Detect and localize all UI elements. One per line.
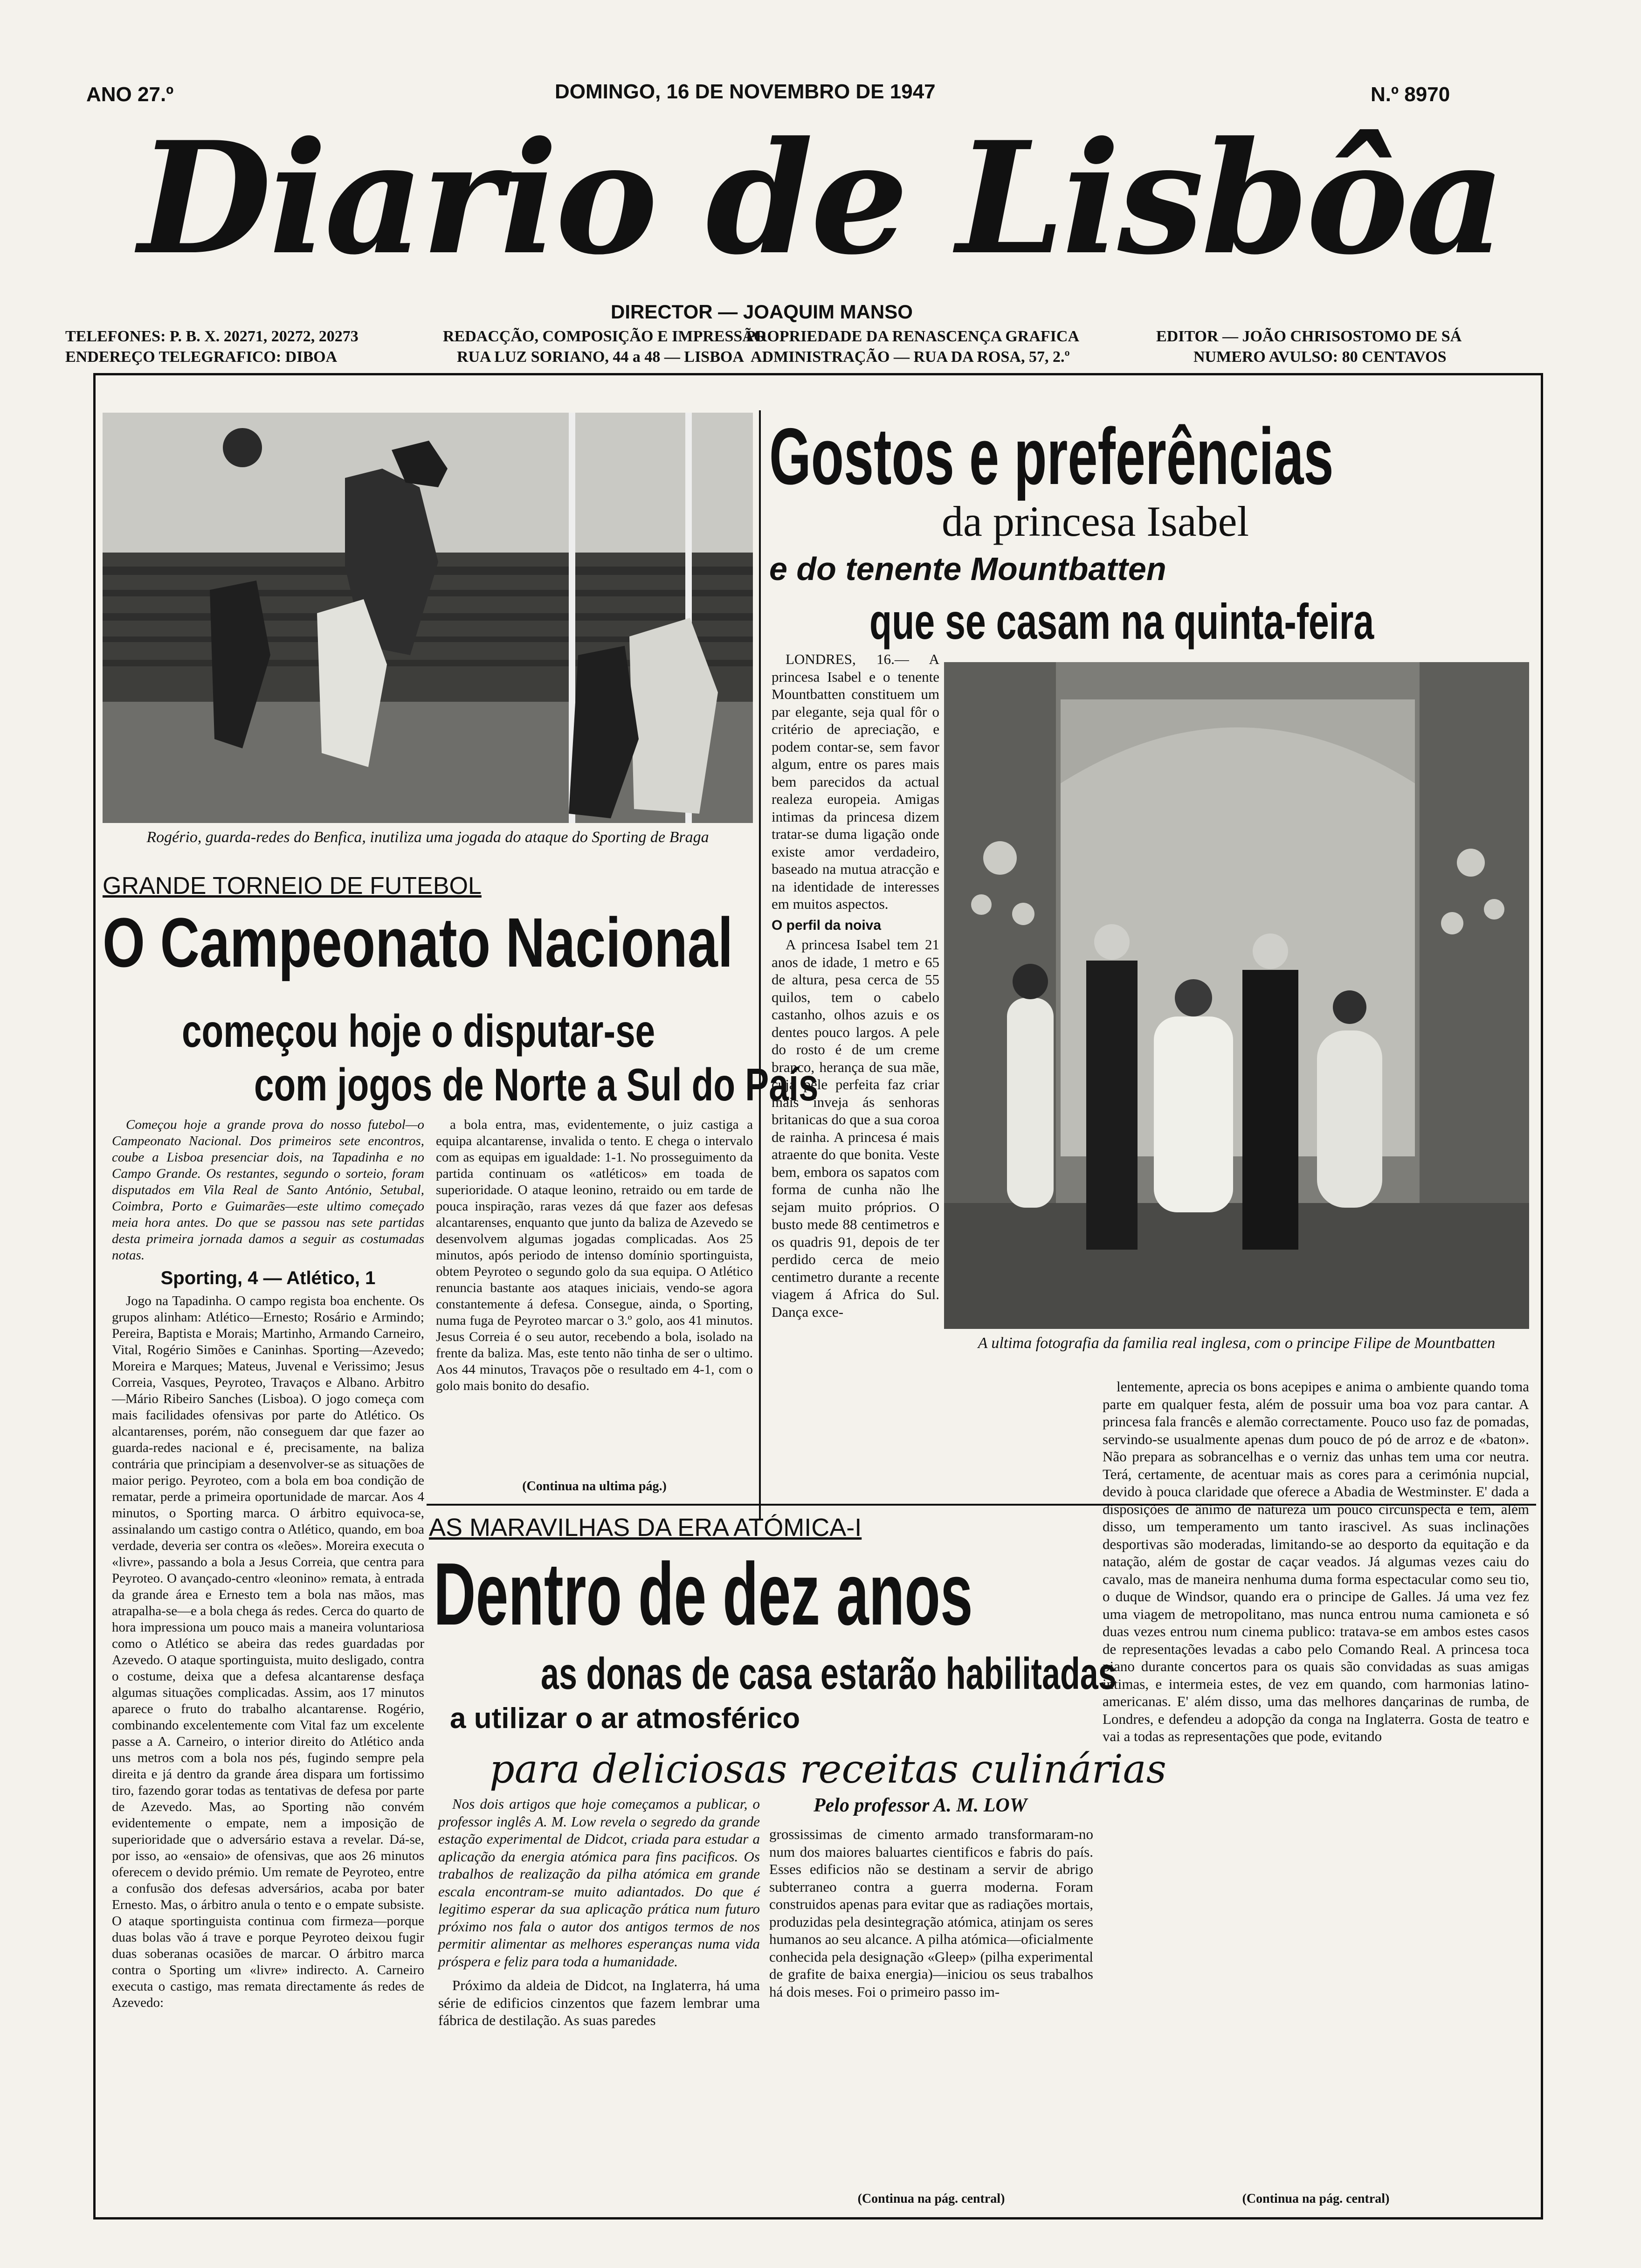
atomic-continue: (Continua na pág. central)	[857, 2192, 1005, 2206]
editor: EDITOR — JOÃO CHRISOSTOMO DE SÁ	[1156, 328, 1462, 345]
perfil-text: A princesa Isabel tem 21 anos de idade, 1 metro e 65 de altura, pesa cerca de 55 quilos, tem o cabelo castanho, olhos azuis e os dentes pouco largos. A pele do rosto é de um creme branco, herança de sua mãe, cuja pele perfeita faz criar mais inveja ás senhoras britanicas do que a sua coroa de rainha. A princesa é mais atraente do que bonita. Veste bem, embora os sapatos com forma de cunha não lhe sejam muito próprios. O busto mede 88 centimetros e os quadris 91, depois de ter perdido cerca de meio centimetro durante a recente viagem á Africa do Sul. Dança exce-	[772, 936, 939, 1320]
atomic-headline: Dentro de dez anos	[434, 1545, 973, 1644]
football-continue: (Continua na ultima pág.)	[522, 1479, 667, 1494]
atomic-body-1: Próximo da aldeia de Didcot, na Inglaterra, há uma série de edificios cinzentos que fazem lembrar uma fábrica de destilação. As suas paredes	[438, 1977, 760, 2028]
atomic-column-2	[769, 1825, 1093, 2180]
redaction-address: RUA LUZ SORIANO, 44 a 48 — LISBOA	[457, 348, 744, 366]
royal-narrow-text: LONDRES, 16.— A princesa Isabel e o tenente Mountbatten constituem um par elegante, seja qual fôr o critério de apreciação, e podem contar-se, sem favor algum, entre os pares mais bem parecidos da actual realeza europeia. Amigas intimas da princesa dizem tratar-se duma ligação onde existe amor verdadeiro, baseado na mutua atracção e na identidade de interesses em muitos aspectos.	[772, 651, 939, 912]
atomic-sub-3: para deliciosas receitas culinárias	[490, 1746, 1166, 1792]
year-label: ANO 27.º	[86, 83, 174, 106]
issue-number: N.º 8970	[1371, 83, 1450, 106]
telegraph: ENDEREÇO TELEGRAFICO: DIBOA	[65, 348, 338, 366]
football-subhead-1: começou hoje o disputar-se	[182, 1005, 655, 1057]
atomic-intro: Nos dois artigos que hoje começamos a publicar, o professor inglês A. M. Low revela o segredo da grande estação experimental de Didcot, criada para estudar a aplicação da energia atómica para fins pacificos. Os trabalhos de realização da pilha atómica em grande escala encontram-se muito adiantados. Do que é legitimo esperar da sua aplicação prática num futuro próximo nos fala o autor dos antigos termos de nos permitir alimentar as melhores esperanças numa vida próspera e feliz para toda a humanidade.	[438, 1796, 760, 1970]
royal-narrow-column	[772, 650, 939, 1320]
royal-sub-2: e do tenente Mountbatten	[769, 551, 1166, 587]
royal-right-column	[1103, 1378, 1529, 2182]
football-body-1: Jogo na Tapadinha. O campo regista boa enchente. Os grupos alinham: Atlético—Ernesto; Rosário e Armindo; Pereira, Baptista e Morais; Martinho, Armando Carneiro, Vital, Rogério Simões e Caninhas. Sporting—Azevedo; Moreira e Marques; Mateus, Juvenal e Verissimo; Jesus Correia, Vasques, Peyroteo, Travaços e Albano. Arbitro—Mário Ribeiro Sanches (Lisboa). O jogo começa com mais facilidades ofensivas por parte do Atlético. Os alcantarenses, porém, não conseguem dar que fazer ao guarda-redes nacional e é, precisamente, na baliza contrária que principiam a desenvolver-se as situações de maior perigo. Peyroteo, com a bola em boa condição de rematar, perde a primeira oportunidade de marcar. Aos 4 minutos, o Sporting marca. O árbitro equivoca-se, assinalando um castigo contra o Atlético, quando, em boa verdade, deveria ser contra os «leões». Moreira executa o «livre», passando a bola a Jesus Correia, que centra para Peyroteo. O avançado-centro «leonino» remata, à entrada da grande área e Ernesto tem a bola nas mãos, mas atrapalha-se—e a bola chega ás redes. Cerca do quarto de hora impressiona um pouco mais a maneira voluntariosa como o Atlético se abeira das redes guardadas por Azevedo. O ataque sportinguista, muito desligado, contra o costume, deixa que a defesa alcantarense desfaça algumas situações complicadas. Assim, aos 17 minutos aparece o fruto do trabalho alcantarense. Rogério, combinando excelentemente com Vital faz um excelente passe a A. Carneiro, o interior direito do Atlético anda uns metros com a bola nos pés, fugindo sempre pela direita e já dentro da grande área dispara um fortissimo tiro, fazendo gorar todas as tentativas de defesa por parte de Azevedo. Mas, ao Sporting não convém evidentemente o empate, nem a imposição de superioridade que o adversário estava a revelar. Dá-se, por isso, ao «ensaio» de ofensivas, que aos 26 minutos oferecem o devido prémio. Um remate de Peyroteo, entre a confusão dos defesas adversários, acaba por bater Ernesto. Mas, o árbitro anula o tento e o empate subsiste. O ataque sportinguista continua com firmeza—porque duas bolas vão á trave e porque Peyroteo deixou fugir duas soberanas ocasiões de marcar. O árbitro marca contra o Sporting um «livre» indirecto. A. Carneiro executa o castigo, mas remata directamente ás redes de Azevedo:	[112, 1293, 424, 2010]
price: NUMERO AVULSO: 80 CENTAVOS	[1193, 348, 1447, 366]
atomic-sub-1: as donas de casa estarão habilitadas	[541, 1649, 1117, 1699]
match-title: Sporting, 4 — Atlético, 1	[160, 1268, 376, 1288]
football-body-2: a bola entra, mas, evidentemente, o juiz castiga a equipa alcantarense, invalida o tento. E chega o intervalo com as equipas em igualdade: 1-1. No prosseguimento da partida continuam os «atléticos» em toada de superioridade. O ataque leonino, retraido ou em tarde de pouca inspiração, raras vezes dá que fazer aos defesas alcantarenses, enquanto que junto da baliza de Azevedo se desenvolvem algumas jogadas complicadas. Aos 25 minutos, após periodo de intenso domínio sportinguista, obtem Peyroteo o segundo golo da sua equipa. O Atlético renuncia bastante aos ataques iniciais, vendo-se agora constantemente á defesa. Consegue, ainda, o Sporting, numa fuga de Peyroteo marcar o 3.º golo, aos 41 minutos. Jesus Correia é o seu autor, recebendo a bola, isolado na frente da baliza. Mas, este tento não tinha de ser o ultimo. Aos 44 minutos, Travaços põe o resultado em 4-1, com o golo mais bonito do desafio.	[436, 1117, 753, 1393]
director-line: DIRECTOR — JOAQUIM MANSO	[611, 301, 913, 323]
property: PROPRIEDADE DA RENASCENÇA GRAFICA	[746, 328, 1079, 345]
redaction: REDACÇÃO, COMPOSIÇÃO E IMPRESSÃO	[443, 328, 766, 345]
royal-photo-caption: A ultima fotografia da familia real inglesa, com o principe Filipe de Mountbatten	[978, 1335, 1496, 1352]
administration: ADMINISTRAÇÃO — RUA DA ROSA, 57, 2.º	[751, 348, 1070, 366]
royal-right-text: lentemente, aprecia os bons acepipes e anima o ambiente quando toma parte em qualquer festa, além de possuir uma boa voz para cantar. A princesa fala francês e alemão correctamente. Pouco uso faz de pomadas, servindo-se usualmente apenas dum pouco de pó de arroz e de «baton». Não prepara as sobrancelhas e o verniz das unhas tem uma cor neutra. Terá, certamente, de acentuar mais as cores para a cerimónia nupcial, devido à pouca claridade que oferece a Abadia de Westminster. E' dada a disposições de ânimo de natureza um pouco circunspecta e tem, além disso, um temperamento um tanto irascivel. As suas inclinações desportivas são moderadas, limitando-se ao desporto da equitação e da natação, além de gostar de caçar veados. Já algumas vezes caiu do cavalo, mas de maneira nenhuma duma forma espectacular como seu tio, o duque de Windsor, quando era o principe de Galles. Já uma vez fez uma viagem de metropolitano, mas nunca entrou numa camioneta e só duas vezes entrou num cinema publico: tratava-se em ambos estes casos de representações levadas a cabo pelo Comando Real. A princesa toca piano durante concertos para os quais são convidadas as suas amigas intimas, e intermeia estes, de vez em quando, com harmonias latino-americanas. E' além disso, uma das melhores dançarinas de rumba, de Londres, e defendeu a adopção da conga na Inglaterra. Gosta de teatro e vai a todas as representações que pode, evitando	[1103, 1378, 1529, 1744]
football-subhead-2: com jogos de Norte a Sul do País	[254, 1059, 819, 1110]
royal-sub-3: que se casam na quinta-feira	[869, 593, 1374, 650]
football-headline: O Campeonato Nacional	[103, 903, 733, 982]
atomic-sub-2: a utilizar o ar atmosférico	[450, 1702, 800, 1735]
football-photo	[103, 413, 753, 823]
football-column-1	[112, 1117, 424, 2105]
royal-family-photo	[944, 662, 1529, 1329]
football-column-2	[436, 1117, 753, 1466]
football-intro: Começou hoje a grande prova do nosso futebol—o Campeonato Nacional. Dos primeiros sete encontros, coube a Lisboa presenciar dois, na Tapadinha e no Campo Grande. Os restantes, segundo o sorteio, foram disputados em Vila Real de Santo António, Setubal, Coimbra, Porto e Guimarães—este ultimo começado meia hora antes. Do que se passou nas sete partidas desta primeira jornada damos a seguir as costumadas notas.	[112, 1117, 424, 1263]
football-photo-caption: Rogério, guarda-redes do Benfica, inutiliza uma jogada do ataque do Sporting de Braga	[146, 829, 709, 846]
phones: TELEFONES: P. B. X. 20271, 20272, 20273	[65, 328, 359, 345]
atomic-column-1	[438, 1795, 760, 2196]
atomic-kicker: AS MARAVILHAS DA ERA ATÓMICA-I	[429, 1514, 862, 1542]
newspaper-title: Diario de Lisbôa	[138, 108, 1503, 289]
column-rule	[759, 410, 761, 1520]
date-label: DOMINGO, 16 DE NOVEMBRO DE 1947	[555, 80, 936, 103]
perfil-title: O perfil da noiva	[772, 917, 882, 933]
atomic-body-2: grossissimas de cimento armado transformaram-no num dos maiores baluartes cientificos e fabris do país. Esses edificios não se destinam a servir de abrigo subterraneo contra a guerra moderna. Foram construidos apenas para evitar que as radiações mortais, produzidas pela desintegração atómica, atinjam os seres humanos ao seu alcance. A pilha atómica—oficialmente conhecida pela designação «Gleep» (pilha experimental de grafite de baixa energia)—iniciou os seus trabalhos há dois meses. Foi o primeiro passo im-	[769, 1826, 1093, 2000]
royal-sub-1: da princesa Isabel	[942, 498, 1249, 545]
royal-continue: (Continua na pág. central)	[1242, 2192, 1390, 2206]
atomic-byline: Pelo professor A. M. LOW	[814, 1795, 1027, 1816]
football-kicker: GRANDE TORNEIO DE FUTEBOL	[103, 872, 482, 899]
royal-headline: Gostos e preferências	[769, 412, 1334, 501]
